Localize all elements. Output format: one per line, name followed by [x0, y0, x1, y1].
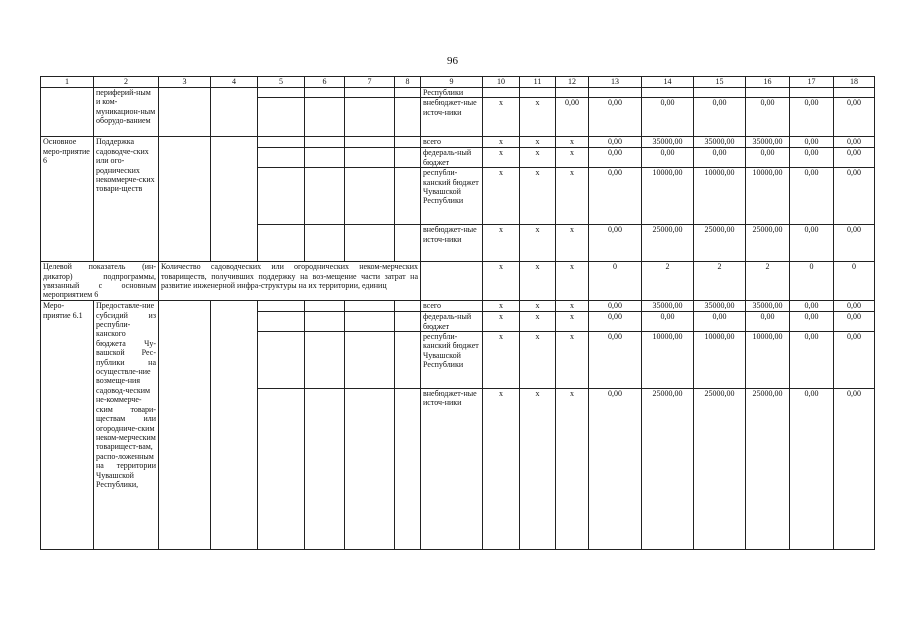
empty-cell — [258, 88, 305, 98]
column-number: 12 — [556, 77, 589, 88]
empty-cell — [305, 148, 345, 168]
empty-cell — [258, 301, 305, 312]
empty-cell — [395, 312, 421, 332]
column-number: 14 — [642, 77, 694, 88]
value-cell: 0,00 — [834, 137, 875, 148]
value-cell: x — [483, 312, 520, 332]
value-cell: x — [520, 98, 556, 137]
value-cell: x — [520, 301, 556, 312]
source-label: федераль-ный бюджет — [421, 148, 483, 168]
empty-cell — [834, 88, 875, 98]
source-label: Республики — [421, 88, 483, 98]
value-cell: 0,00 — [834, 389, 875, 550]
value-cell: x — [483, 148, 520, 168]
empty-cell — [345, 98, 395, 137]
value-cell: 0,00 — [642, 148, 694, 168]
value-cell: x — [483, 389, 520, 550]
column-number: 18 — [834, 77, 875, 88]
value-cell: 0,00 — [694, 312, 746, 332]
empty-cell — [345, 148, 395, 168]
value-cell: 0,00 — [790, 332, 834, 389]
value-cell: x — [520, 137, 556, 148]
value-cell: x — [483, 98, 520, 137]
column-number: 8 — [395, 77, 421, 88]
value-cell: 0,00 — [790, 137, 834, 148]
value-cell: 10000,00 — [694, 332, 746, 389]
column-number: 15 — [694, 77, 746, 88]
empty-cell — [395, 301, 421, 312]
empty-cell — [345, 137, 395, 148]
empty-cell — [345, 88, 395, 98]
empty-cell — [305, 389, 345, 550]
value-cell: 0,00 — [790, 98, 834, 137]
header-row — [41, 77, 875, 88]
value-cell: 25000,00 — [746, 225, 790, 262]
source-label: внебюджет-ные источ-ники — [421, 225, 483, 262]
value-cell: 0 — [589, 262, 642, 301]
empty-cell — [258, 332, 305, 389]
empty-cell — [305, 168, 345, 225]
value-cell: x — [556, 137, 589, 148]
value-cell: 0,00 — [694, 98, 746, 137]
value-cell: x — [556, 148, 589, 168]
value-cell: 0,00 — [589, 137, 642, 148]
empty-cell — [211, 301, 258, 550]
empty-cell — [345, 168, 395, 225]
table-row — [41, 262, 875, 301]
table-row — [41, 137, 875, 148]
column-number: 9 — [421, 77, 483, 88]
value-cell: x — [520, 262, 556, 301]
empty-cell — [258, 312, 305, 332]
value-cell: 25000,00 — [642, 389, 694, 550]
column-number: 1 — [41, 77, 94, 88]
empty-cell — [345, 389, 395, 550]
empty-cell — [159, 88, 211, 137]
column-number: 16 — [746, 77, 790, 88]
measure-name: Предоставле-ние субсидий из республи-канского бюджета Чу-вашской Рес-публики на осуществле-ние возмеще-ния садовод-ческим не-коммерче-ским товари-ществам или огородниче-ским неком-мерческим товарищест-вам, распо-ложенным на территории Чувашской Республики, — [94, 301, 159, 550]
value-cell: 35000,00 — [694, 301, 746, 312]
empty-cell — [345, 312, 395, 332]
source-label: республи-канский бюджет Чувашской Республики — [421, 332, 483, 389]
value-cell: x — [483, 225, 520, 262]
empty-cell — [258, 137, 305, 148]
empty-cell — [395, 148, 421, 168]
empty-cell — [305, 98, 345, 137]
column-number: 6 — [305, 77, 345, 88]
value-cell: 0,00 — [589, 148, 642, 168]
empty-cell — [258, 168, 305, 225]
value-cell: 10000,00 — [642, 332, 694, 389]
value-cell: 10000,00 — [746, 332, 790, 389]
source-label: федераль-ный бюджет — [421, 312, 483, 332]
column-number: 11 — [520, 77, 556, 88]
value-cell: x — [556, 262, 589, 301]
value-cell: 0,00 — [834, 148, 875, 168]
value-cell: 0,00 — [834, 168, 875, 225]
value-cell: 0,00 — [642, 98, 694, 137]
empty-cell — [395, 88, 421, 98]
empty-cell — [159, 137, 211, 262]
column-number: 5 — [258, 77, 305, 88]
value-cell: 2 — [642, 262, 694, 301]
source-label: внебюджет-ные источ-ники — [421, 389, 483, 550]
empty-cell — [258, 389, 305, 550]
empty-cell — [395, 225, 421, 262]
column-number: 7 — [345, 77, 395, 88]
empty-cell — [258, 98, 305, 137]
value-cell: 0,00 — [834, 301, 875, 312]
column-number: 2 — [94, 77, 159, 88]
value-cell: x — [520, 168, 556, 225]
value-cell: 0,00 — [834, 98, 875, 137]
value-cell: 0,00 — [589, 225, 642, 262]
empty-cell — [305, 301, 345, 312]
value-cell: 0,00 — [790, 389, 834, 550]
empty-cell — [483, 88, 520, 98]
value-cell: 0,00 — [746, 148, 790, 168]
empty-cell — [589, 88, 642, 98]
indicator-label: Целевой показатель (ин-дикатор) подпрограммы, увязанный с основным мероприятием 6 — [41, 262, 159, 301]
empty-cell — [556, 88, 589, 98]
empty-cell — [421, 262, 483, 301]
value-cell: 0,00 — [834, 225, 875, 262]
value-cell: x — [556, 312, 589, 332]
empty-cell — [790, 88, 834, 98]
table-row — [41, 301, 875, 312]
empty-cell — [211, 88, 258, 137]
measure-name: периферий-ным и ком-муникацион-ным оборудо-ванием — [94, 88, 159, 137]
value-cell: x — [520, 148, 556, 168]
empty-cell — [305, 312, 345, 332]
empty-cell — [395, 137, 421, 148]
value-cell: 25000,00 — [694, 225, 746, 262]
value-cell: x — [520, 312, 556, 332]
page-number: 96 — [447, 55, 458, 67]
source-label: внебюджет-ные источ-ники — [421, 98, 483, 137]
status-cell: Основное меро-приятие 6 — [41, 137, 94, 262]
value-cell: x — [483, 332, 520, 389]
value-cell: 0,00 — [589, 332, 642, 389]
empty-cell — [694, 88, 746, 98]
value-cell: x — [483, 137, 520, 148]
column-number: 4 — [211, 77, 258, 88]
empty-cell — [159, 301, 211, 550]
program-table — [40, 76, 875, 550]
value-cell: 35000,00 — [642, 301, 694, 312]
column-number: 17 — [790, 77, 834, 88]
status-cell — [41, 88, 94, 137]
value-cell: x — [520, 225, 556, 262]
column-number: 10 — [483, 77, 520, 88]
value-cell: 0,00 — [790, 312, 834, 332]
value-cell: 0,00 — [589, 389, 642, 550]
value-cell: 0,00 — [589, 98, 642, 137]
empty-cell — [746, 88, 790, 98]
value-cell: 0,00 — [790, 301, 834, 312]
value-cell: x — [556, 332, 589, 389]
source-label: республи-канский бюджет Чувашской Республики — [421, 168, 483, 225]
value-cell: x — [556, 301, 589, 312]
value-cell: x — [483, 301, 520, 312]
column-number: 13 — [589, 77, 642, 88]
empty-cell — [395, 389, 421, 550]
empty-cell — [305, 88, 345, 98]
value-cell: 10000,00 — [642, 168, 694, 225]
source-label: всего — [421, 137, 483, 148]
value-cell: x — [556, 389, 589, 550]
value-cell: 2 — [694, 262, 746, 301]
empty-cell — [258, 148, 305, 168]
column-number: 3 — [159, 77, 211, 88]
value-cell: 0,00 — [589, 301, 642, 312]
value-cell: 0,00 — [694, 148, 746, 168]
empty-cell — [395, 168, 421, 225]
value-cell: 0 — [834, 262, 875, 301]
value-cell: 35000,00 — [746, 137, 790, 148]
value-cell: x — [520, 389, 556, 550]
empty-cell — [258, 225, 305, 262]
value-cell: x — [483, 262, 520, 301]
value-cell: 35000,00 — [694, 137, 746, 148]
value-cell: 0,00 — [790, 148, 834, 168]
source-label: всего — [421, 301, 483, 312]
value-cell: 2 — [746, 262, 790, 301]
value-cell: 0,00 — [589, 168, 642, 225]
value-cell: 35000,00 — [642, 137, 694, 148]
empty-cell — [305, 332, 345, 389]
value-cell: x — [556, 168, 589, 225]
empty-cell — [395, 98, 421, 137]
value-cell: 0 — [790, 262, 834, 301]
value-cell: 0,00 — [642, 312, 694, 332]
empty-cell — [345, 301, 395, 312]
status-cell: Меро-приятие 6.1 — [41, 301, 94, 550]
value-cell: 0,00 — [746, 98, 790, 137]
empty-cell — [305, 225, 345, 262]
value-cell: 10000,00 — [746, 168, 790, 225]
value-cell: 25000,00 — [694, 389, 746, 550]
value-cell: 0,00 — [834, 332, 875, 389]
value-cell: 25000,00 — [746, 389, 790, 550]
empty-cell — [520, 88, 556, 98]
value-cell: 0,00 — [834, 312, 875, 332]
table-row — [41, 88, 875, 98]
empty-cell — [395, 332, 421, 389]
value-cell: x — [520, 332, 556, 389]
measure-name: Поддержка садоводче-ских или ого-роднических некоммерче-ских товари-ществ — [94, 137, 159, 262]
empty-cell — [345, 332, 395, 389]
value-cell: 0,00 — [746, 312, 790, 332]
empty-cell — [305, 137, 345, 148]
empty-cell — [211, 137, 258, 262]
value-cell: 0,00 — [556, 98, 589, 137]
value-cell: 0,00 — [589, 312, 642, 332]
value-cell: x — [556, 225, 589, 262]
value-cell: 10000,00 — [694, 168, 746, 225]
indicator-text: Количество садоводческих или огороднических неком-мерческих товариществ, получивших поддержку на воз-мещение части затрат на развитие инженерной инфра-структуры на их территории, единиц — [159, 262, 421, 301]
value-cell: 25000,00 — [642, 225, 694, 262]
value-cell: 0,00 — [790, 225, 834, 262]
value-cell: 35000,00 — [746, 301, 790, 312]
value-cell: 0,00 — [790, 168, 834, 225]
empty-cell — [642, 88, 694, 98]
value-cell: x — [483, 168, 520, 225]
empty-cell — [345, 225, 395, 262]
